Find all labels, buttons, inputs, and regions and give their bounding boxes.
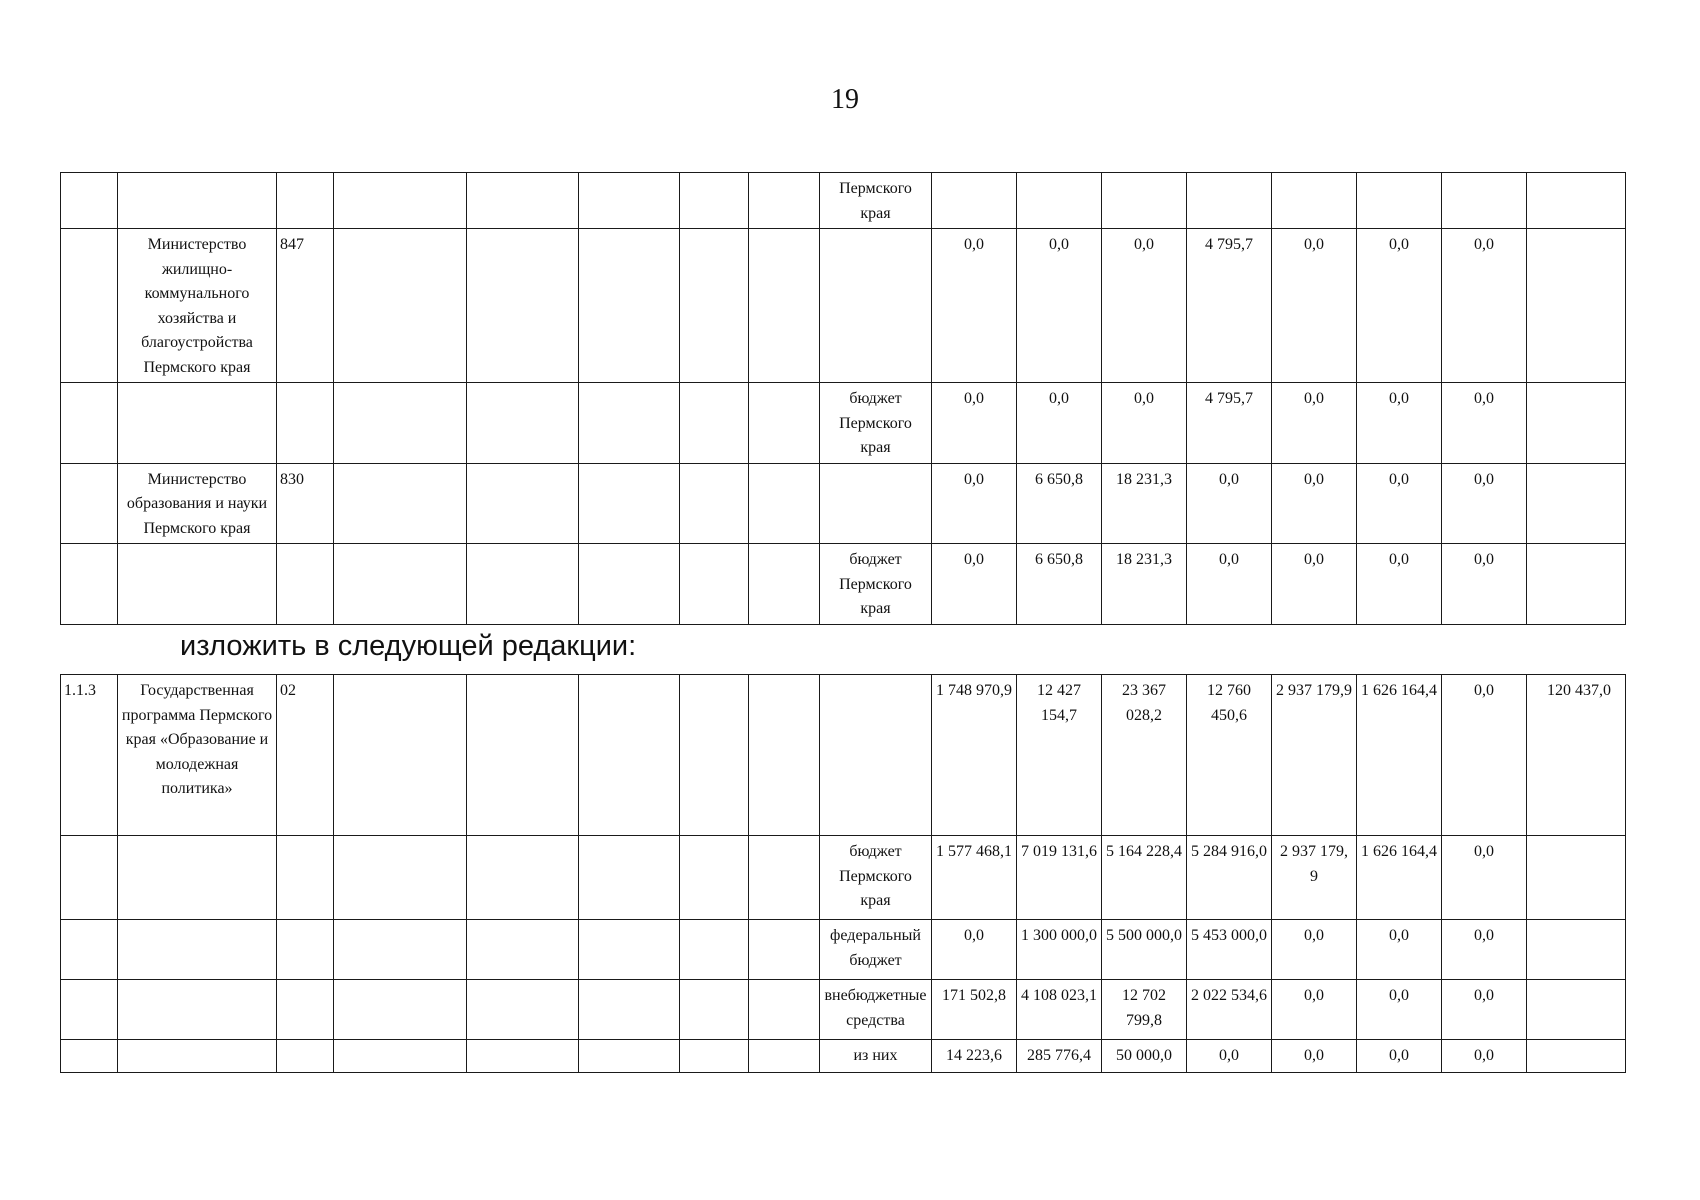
value-cell: 5 284 916,0	[1187, 836, 1272, 920]
value-cell	[1527, 920, 1626, 980]
value-cell: 0,0	[1272, 229, 1357, 383]
item-index-cell: 1.1.3	[61, 675, 118, 836]
value-cell: 2 937 179,9	[1272, 675, 1357, 836]
table-row	[61, 463, 1626, 544]
table-row	[61, 544, 1626, 625]
value-cell: 0,0	[1102, 229, 1187, 383]
value-cell	[1527, 1040, 1626, 1073]
value-cell: 50 000,0	[1102, 1040, 1187, 1073]
executor-code-cell: 830	[277, 463, 334, 544]
value-cell: 6 650,8	[1017, 544, 1102, 625]
value-cell: 0,0	[1357, 920, 1442, 980]
amendment-caption: изложить в следующей редакции:	[180, 630, 637, 662]
funding-source-cell	[820, 229, 932, 383]
table-row	[61, 383, 1626, 464]
value-cell: 0,0	[1017, 229, 1102, 383]
value-cell: 23 367 028,2	[1102, 675, 1187, 836]
value-cell: 4 108 023,1	[1017, 980, 1102, 1040]
table-row	[61, 920, 1626, 980]
executor-name-cell: Министерство жилищно-коммунального хозяйства и благоустройства Пермского края	[118, 229, 277, 383]
table-row	[61, 675, 1626, 836]
value-cell: 0,0	[1357, 544, 1442, 625]
value-cell: 0,0	[932, 383, 1017, 464]
value-cell: 6 650,8	[1017, 463, 1102, 544]
value-cell: 0,0	[1442, 544, 1527, 625]
value-cell: 12 427 154,7	[1017, 675, 1102, 836]
value-cell: 4 795,7	[1187, 383, 1272, 464]
value-cell: 0,0	[1187, 463, 1272, 544]
value-cell	[1527, 980, 1626, 1040]
value-cell: 171 502,8	[932, 980, 1017, 1040]
value-cell: 0,0	[1272, 463, 1357, 544]
value-cell: 1 748 970,9	[932, 675, 1017, 836]
value-cell: 0,0	[1187, 1040, 1272, 1073]
value-cell: 5 500 000,0	[1102, 920, 1187, 980]
value-cell: 0,0	[1442, 1040, 1527, 1073]
value-cell: 0,0	[932, 229, 1017, 383]
program-code-cell: 02	[277, 675, 334, 836]
value-cell: 0,0	[1442, 463, 1527, 544]
value-cell: 1 626 164,4	[1357, 675, 1442, 836]
value-cell: 0,0	[1357, 980, 1442, 1040]
value-cell	[1527, 836, 1626, 920]
funding-source-cell: бюджет Пермского края	[820, 544, 932, 625]
table-row	[61, 980, 1626, 1040]
value-cell: 4 795,7	[1187, 229, 1272, 383]
value-cell: 0,0	[1272, 980, 1357, 1040]
value-cell: 18 231,3	[1102, 544, 1187, 625]
value-cell: 0,0	[1102, 383, 1187, 464]
value-cell: 120 437,0	[1527, 675, 1626, 836]
executor-code-cell: 847	[277, 229, 334, 383]
executor-name-cell: Министерство образования и науки Пермского края	[118, 463, 277, 544]
value-cell: 0,0	[1357, 383, 1442, 464]
funding-source-cell	[820, 463, 932, 544]
table-row	[61, 1040, 1626, 1073]
table-row	[61, 836, 1626, 920]
funding-source-cell: Пермского края	[820, 173, 932, 229]
funding-source-cell: из них	[820, 1040, 932, 1073]
value-cell: 0,0	[1442, 383, 1527, 464]
value-cell: 0,0	[1442, 229, 1527, 383]
program-table-before	[60, 172, 1626, 625]
value-cell: 0,0	[1357, 463, 1442, 544]
value-cell: 5 164 228,4	[1102, 836, 1187, 920]
value-cell: 0,0	[1187, 544, 1272, 625]
value-cell: 2 937 179, 9	[1272, 836, 1357, 920]
value-cell: 12 702 799,8	[1102, 980, 1187, 1040]
value-cell: 14 223,6	[932, 1040, 1017, 1073]
funding-source-cell: федеральный бюджет	[820, 920, 932, 980]
value-cell: 0,0	[1357, 229, 1442, 383]
value-cell: 0,0	[1272, 1040, 1357, 1073]
page-number: 19	[831, 84, 859, 115]
value-cell: 0,0	[1017, 383, 1102, 464]
funding-source-cell: внебюджетные средства	[820, 980, 932, 1040]
value-cell: 0,0	[1442, 675, 1527, 836]
value-cell: 0,0	[1272, 544, 1357, 625]
value-cell: 0,0	[1357, 1040, 1442, 1073]
value-cell: 1 577 468,1	[932, 836, 1017, 920]
value-cell: 0,0	[932, 920, 1017, 980]
table-row	[61, 173, 1626, 229]
value-cell: 285 776,4	[1017, 1040, 1102, 1073]
value-cell: 0,0	[1272, 383, 1357, 464]
program-name-cell: Государственная программа Пермского края «Образование и молодежная политика»	[118, 675, 277, 836]
program-table-after	[60, 674, 1626, 1073]
value-cell: 0,0	[932, 463, 1017, 544]
value-cell: 12 760 450,6	[1187, 675, 1272, 836]
value-cell: 0,0	[1442, 980, 1527, 1040]
value-cell: 1 300 000,0	[1017, 920, 1102, 980]
value-cell: 2 022 534,6	[1187, 980, 1272, 1040]
funding-source-cell	[820, 675, 932, 836]
value-cell: 5 453 000,0	[1187, 920, 1272, 980]
value-cell: 0,0	[1442, 836, 1527, 920]
value-cell: 0,0	[932, 544, 1017, 625]
value-cell: 18 231,3	[1102, 463, 1187, 544]
funding-source-cell: бюджет Пермского края	[820, 836, 932, 920]
value-cell: 0,0	[1272, 920, 1357, 980]
value-cell: 1 626 164,4	[1357, 836, 1442, 920]
value-cell: 0,0	[1442, 920, 1527, 980]
table-row	[61, 229, 1626, 383]
funding-source-cell: бюджет Пермского края	[820, 383, 932, 464]
value-cell: 7 019 131,6	[1017, 836, 1102, 920]
